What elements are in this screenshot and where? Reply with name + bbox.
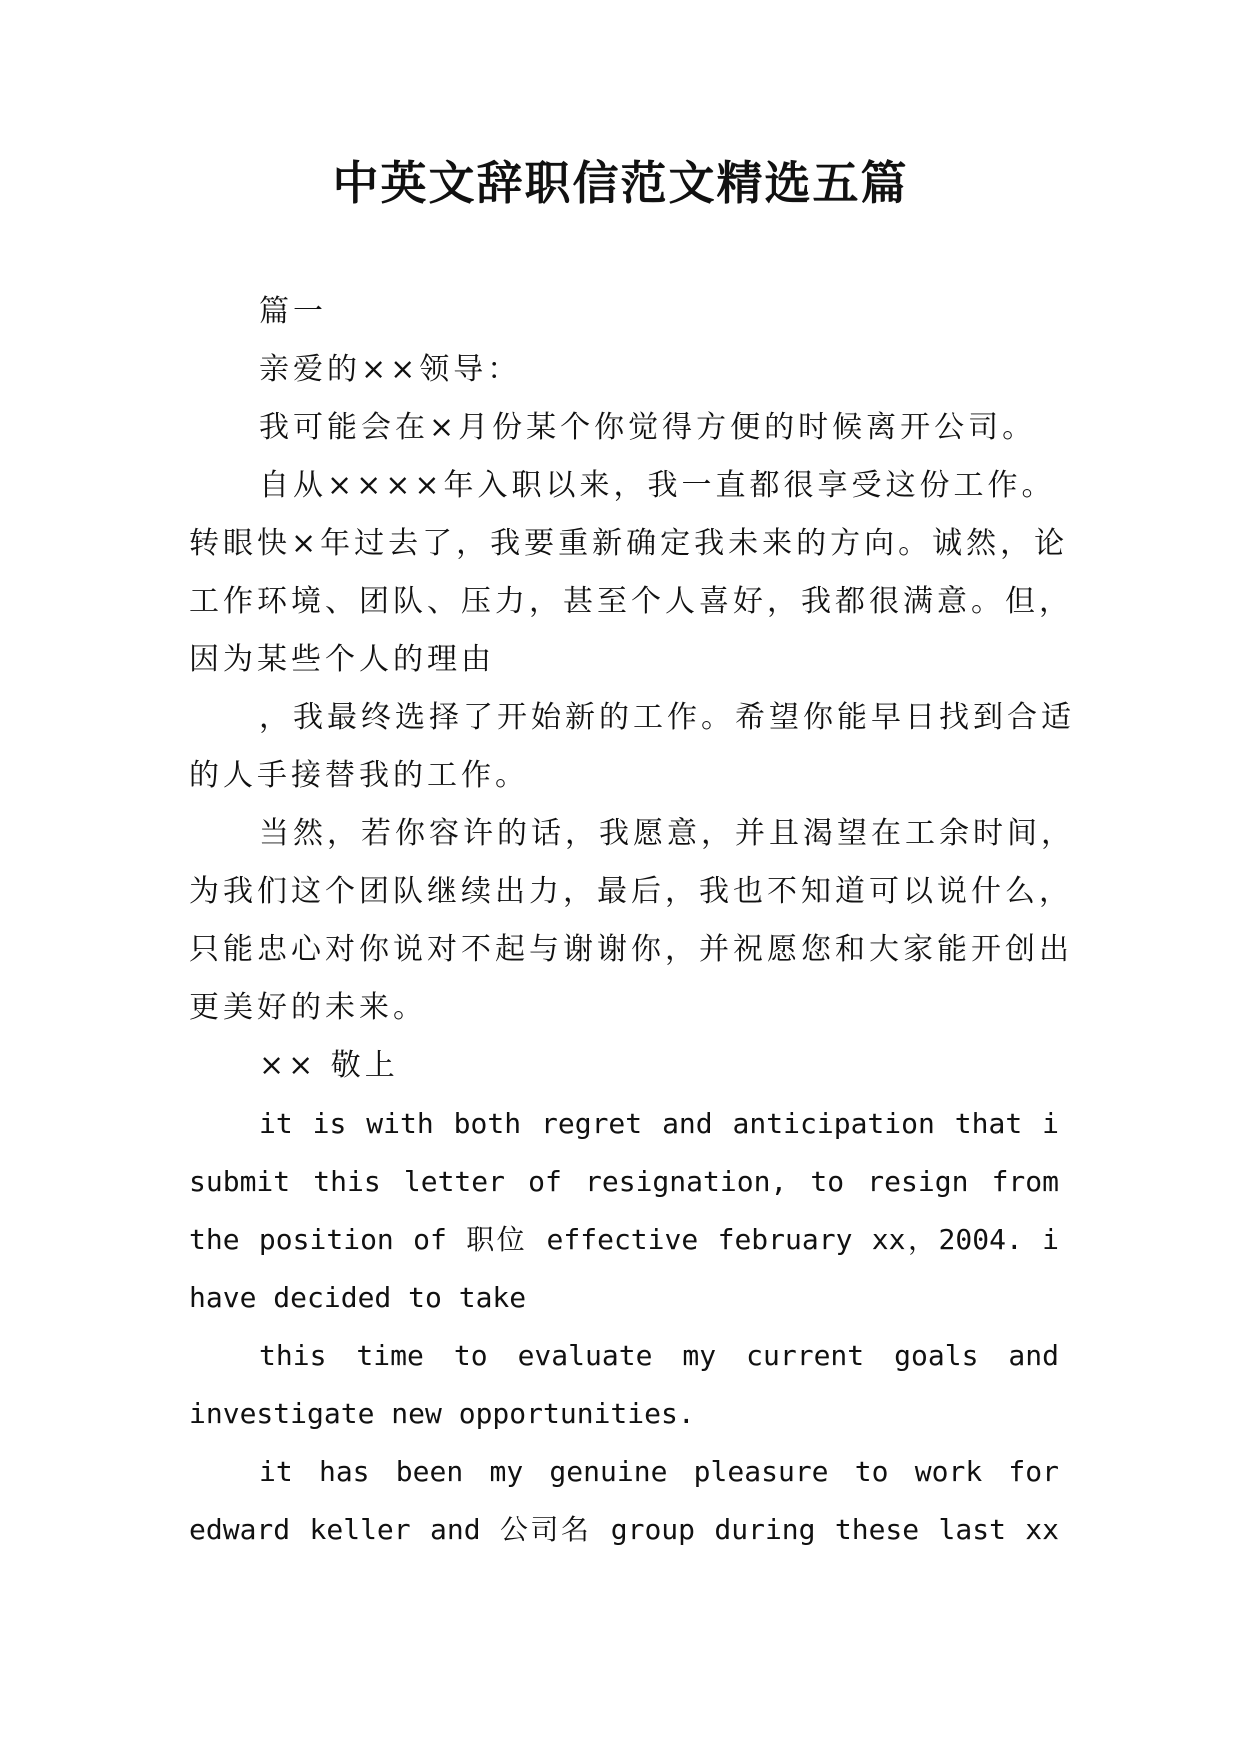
body-line: 更美好的未来。 xyxy=(189,990,427,1025)
body-line: 我可能会在×月份某个你觉得方便的时候离开公司。 xyxy=(259,410,1037,445)
body-line: 为我们这个团队继续出力，最后，我也不知道可以说什么， xyxy=(189,874,1073,909)
body-line: 工作环境、团队、压力，甚至个人喜好，我都很满意。但， xyxy=(189,584,1073,619)
body-line: 自从××××年入职以来，我一直都很享受这份工作。 xyxy=(259,468,1056,503)
body-line: 的人手接替我的工作。 xyxy=(189,758,529,793)
body-line: 只能忠心对你说对不起与谢谢你，并祝愿您和大家能开创出 xyxy=(189,932,1073,967)
body-line: it is with both regret and anticipation that i xyxy=(259,1107,1059,1140)
body-line: submit this letter of resignation, to resign from xyxy=(189,1165,1059,1198)
body-line: have decided to take xyxy=(189,1281,527,1314)
body-line: edward keller and 公司名 group during these last xx xyxy=(189,1513,1059,1546)
document-title: 中英文辞职信范文精选五篇 xyxy=(332,156,909,210)
body-line: 因为某些个人的理由 xyxy=(189,642,495,677)
signature-line: ×× 敬上 xyxy=(259,1048,399,1083)
body-line: the position of 职位 effective february xx，2004. i xyxy=(189,1223,1059,1256)
section-heading: 篇一 xyxy=(259,294,327,329)
body-line: it has been my genuine pleasure to work for xyxy=(259,1455,1059,1488)
body-line: 当然，若你容许的话，我愿意，并且渴望在工余时间， xyxy=(259,816,1075,851)
body-line: this time to evaluate my current goals and xyxy=(259,1339,1059,1372)
body-line: ，我最终选择了开始新的工作。希望你能早日找到合适 xyxy=(259,700,1075,735)
body-line: investigate new opportunities. xyxy=(189,1397,695,1430)
document-body xyxy=(189,283,1075,1559)
body-line: 转眼快×年过去了，我要重新确定我未来的方向。诚然，论 xyxy=(189,526,1069,561)
salutation: 亲爱的××领导： xyxy=(259,352,522,387)
